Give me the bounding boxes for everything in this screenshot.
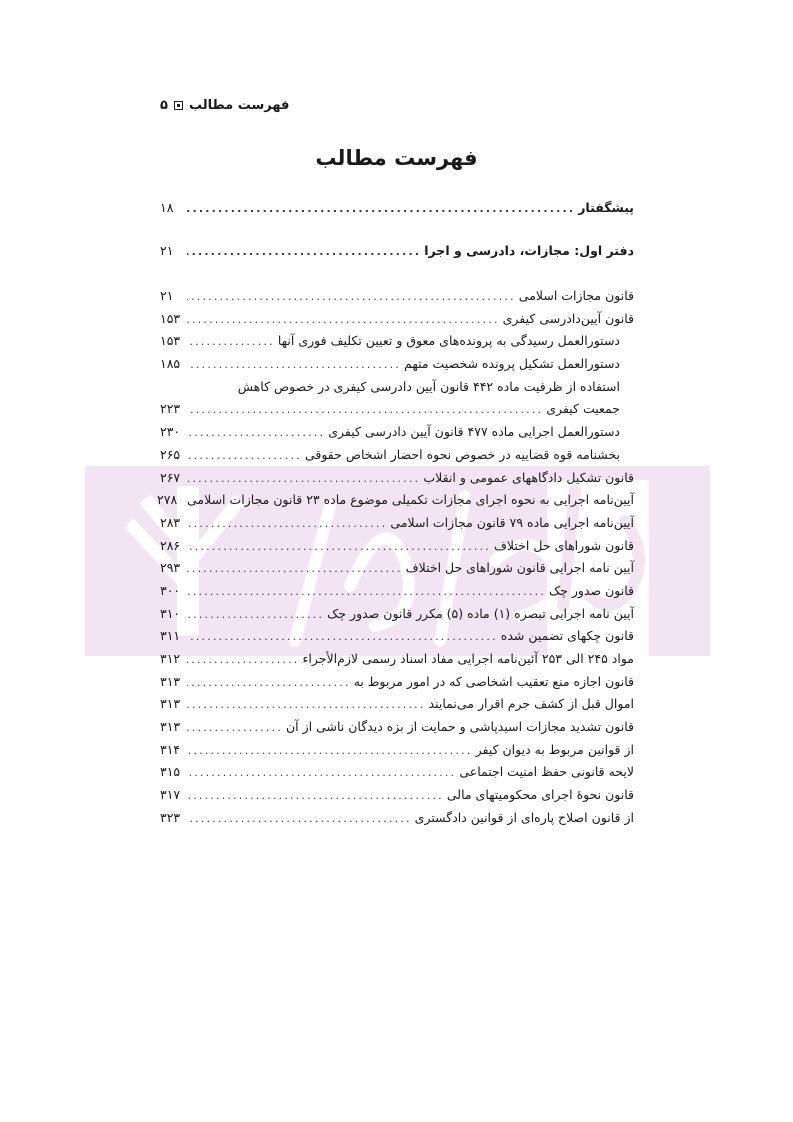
toc-entry-page: ۳۱۰ (160, 605, 181, 621)
toc-entry-page: ۲۲۳ (160, 401, 181, 417)
toc-entry-page: ۳۱۴ (160, 741, 181, 757)
toc-entry-page: ۲۸۶ (160, 537, 181, 553)
dot-leader (187, 290, 516, 303)
toc-entry[interactable] (160, 288, 634, 311)
toc-entry[interactable] (160, 606, 634, 629)
toc-entry-page: ۳۱۷ (160, 787, 181, 803)
toc-entry[interactable] (160, 515, 634, 538)
toc-entry[interactable] (160, 560, 634, 583)
toc-entry[interactable] (160, 719, 634, 742)
toc-entry[interactable] (160, 628, 634, 651)
toc-entry-page: ۲۸۳ (160, 514, 181, 530)
toc-entry[interactable] (160, 742, 634, 765)
toc-entry-page: ۳۱۱ (160, 628, 181, 644)
toc-entry-page: ۲۹۳ (160, 560, 181, 576)
toc-entry-label: قانون تشدید مجازات اسیدپاشی و حمایت از بزه دیدگان ناشی از آن (285, 719, 634, 735)
dot-leader (187, 698, 426, 711)
running-header-title: فهرست مطالب (188, 98, 290, 113)
toc-entry-label: قانون آیین‌دادرسی کیفری (502, 310, 634, 326)
page-title: فهرست مطالب (315, 146, 478, 170)
toc-entries (157, 288, 634, 833)
dot-leader (187, 789, 444, 802)
dot-leader (187, 608, 324, 621)
toc-entry[interactable] (160, 401, 634, 424)
toc-entry[interactable] (160, 200, 634, 223)
toc-entry-label: لایحه قانونی حفظ امنیت اجتماعی (459, 764, 634, 780)
toc-entry-page: ۲۶۵ (160, 446, 181, 462)
toc-entry-label: مواد ۲۴۵ الی ۲۵۳ آئین‌نامه اجرایی مفاد اسناد رسمی لازم‌الأجراء (302, 651, 634, 666)
toc-entry-page: ۱۸۵ (160, 356, 181, 372)
toc-entry[interactable] (160, 333, 634, 356)
toc-entry-page: ۲۷۸ (157, 492, 178, 508)
dot-leader (187, 812, 412, 825)
dot-leader (187, 426, 325, 439)
dot-leader (187, 630, 498, 643)
toc-entry[interactable] (160, 538, 634, 561)
toc-entry-label: جمعیت کیفری (546, 401, 620, 417)
toc-entry-label: دستورالعمل تشکیل پرونده شخصیت متهم (404, 356, 620, 372)
dot-leader (187, 335, 275, 348)
toc-entry-label: قانون چکهای تضمین شده (500, 628, 634, 644)
toc-entry-label: دستورالعمل رسیدگی به پرونده‌های معوق و تعیین تکلیف فوری آنها (277, 333, 620, 349)
toc-entry-label: قانون مجازات اسلامی (518, 288, 634, 303)
toc-entry-page: ۳۱۳ (160, 696, 181, 712)
toc-entry-label: قانون شوراهای حل اختلاف (493, 537, 634, 553)
toc-entry[interactable] (160, 810, 634, 833)
dot-leader (187, 676, 351, 689)
toc-entry-label: آیین نامه اجرایی تبصره (۱) ماده (۵) مکرر قانون صدور چک (327, 605, 634, 621)
toc-entry[interactable] (160, 470, 634, 493)
dot-leader (187, 358, 401, 371)
toc-entry[interactable] (160, 243, 634, 266)
toc-entry[interactable] (160, 424, 634, 447)
toc-entry-label: استفاده از ظرفیت ماده ۴۴۲ قانون آیین دادرسی کیفری در خصوص کاهش (237, 378, 620, 394)
toc-entry[interactable] (160, 696, 634, 719)
toc-entry-label: آیین‌نامه اجرایی ماده ۷۹ قانون مجازات اسلامی (390, 514, 634, 530)
toc-entry-page: ۳۰۰ (160, 582, 181, 598)
toc-entry-continuation[interactable] (160, 379, 634, 402)
dot-leader (187, 245, 421, 258)
toc-entry-label: آیین‌نامه اجرایی به نحوه اجرای مجازات تکمیلی موضوع ماده ۲۳ قانون مجازات اسلامی (187, 492, 634, 508)
dot-leader (187, 653, 300, 666)
dot-leader (187, 766, 456, 779)
toc-entry-page: ۳۲۳ (160, 809, 181, 825)
toc-entry-page: ۲۶۷ (160, 469, 181, 485)
toc-entry[interactable] (157, 492, 634, 515)
dot-leader (187, 585, 546, 598)
dot-leader (187, 721, 283, 734)
toc-entry-page: ۳۱۳ (160, 673, 181, 689)
toc-entry-page: ۱۸ (160, 200, 174, 215)
dot-leader (187, 472, 420, 485)
toc-entry-page: ۳۱۲ (160, 651, 181, 666)
dot-leader (187, 313, 500, 326)
toc-entry[interactable] (160, 651, 634, 674)
toc-entry-page: ۳۱۵ (160, 764, 181, 780)
toc-entry-page: ۱۵۳ (160, 333, 181, 349)
toc-entry-page: ۲۳۰ (160, 424, 181, 440)
toc-entry-page: ۲۱ (160, 243, 174, 258)
toc-entry[interactable] (160, 787, 634, 810)
toc-entry-label: پیشگفتار (578, 200, 634, 215)
toc-entry-page: ۲۱ (160, 288, 174, 303)
toc-entry-page: ۱۵۳ (160, 310, 181, 326)
toc-entry-page: ۳۱۳ (160, 719, 181, 735)
toc-entry[interactable] (160, 583, 634, 606)
toc-entry[interactable] (160, 764, 634, 787)
toc-entry-label: اموال قبل از کشف جرم اقرار می‌نمایند (428, 696, 634, 712)
toc-entry-label: از قانون اصلاح پاره‌ای از قوانین دادگستری (414, 809, 634, 825)
toc-entry-label: بخشنامه قوه قضاییه در خصوص نحوه احضار اشخاص حقوقی (304, 446, 620, 462)
dot-leader (187, 562, 403, 575)
toc-entry-label: دستورالعمل اجرایی ماده ۴۷۷ قانون آیین دادرسی کیفری (328, 424, 620, 440)
toc-entry[interactable] (160, 311, 634, 334)
boxed-square-icon (174, 101, 183, 110)
running-header-page-number: ۵ (160, 98, 168, 113)
dot-leader (187, 517, 387, 530)
toc-entry-label: قانون صدور چک (548, 582, 634, 598)
toc-entry-label: دفتر اول: مجازات، دادرسی و اجرا (424, 243, 634, 258)
toc-entry[interactable] (160, 447, 634, 470)
toc-entry[interactable] (160, 674, 634, 697)
dot-leader (187, 540, 491, 553)
toc-entry-label: قانون تشکیل دادگاههای عمومی و انقلاب (423, 469, 634, 485)
dot-leader (187, 202, 575, 215)
dot-leader (187, 403, 543, 416)
toc-entry-label: قانون اجازه منع تعقیب اشخاصی که در امور مربوط به (353, 673, 634, 689)
toc-entry-label: آیین نامه اجرایی قانون شوراهای حل اختلاف (405, 560, 634, 576)
toc-entry-label: از قوانین مربوط به دیوان کیفر (475, 741, 634, 757)
toc-entry-label: قانون نحوهٔ اجرای محکومیتهای مالی (446, 787, 634, 803)
toc-entry[interactable] (160, 356, 634, 379)
running-header (160, 98, 289, 113)
dot-leader (187, 449, 302, 462)
toc-preface (160, 200, 634, 223)
toc-part-one (160, 243, 634, 266)
dot-leader (187, 744, 473, 757)
